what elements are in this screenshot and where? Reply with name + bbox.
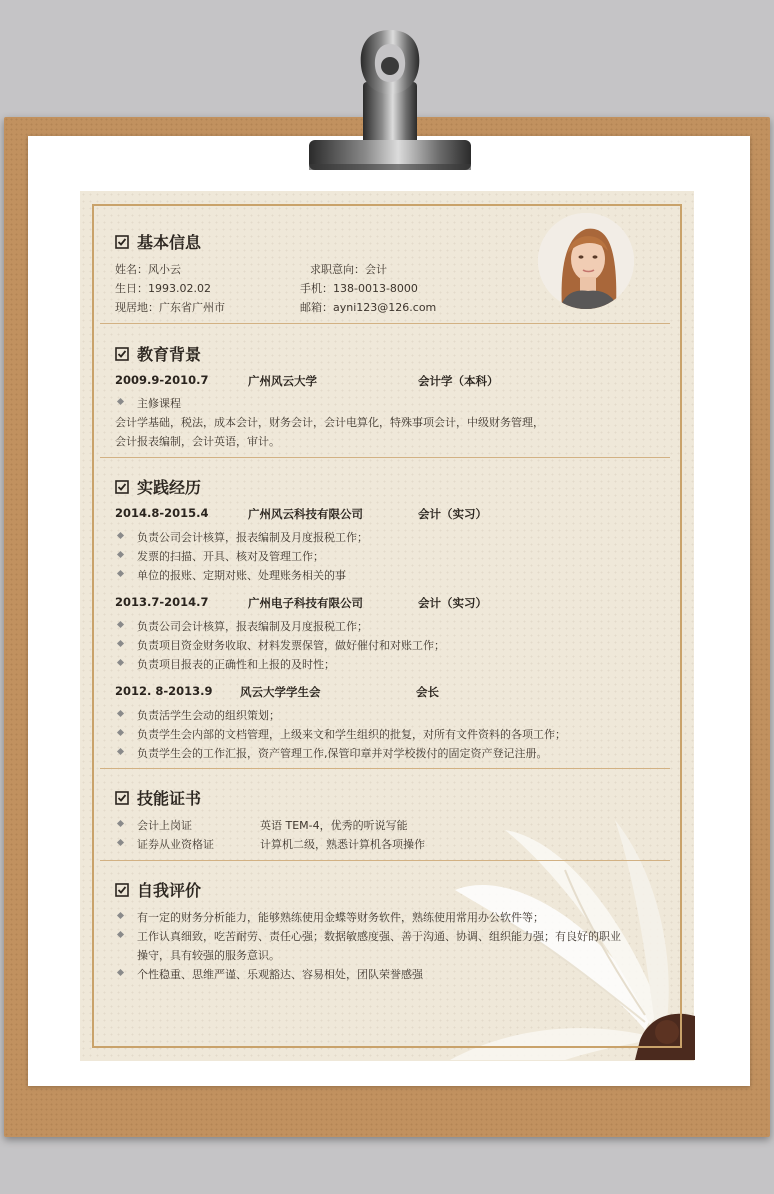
section-self-heading	[115, 878, 201, 901]
job-duty: 负责公司会计核算，报表编制及月度报税工作；	[137, 531, 368, 544]
email-field: 邮箱：ayni123@126.com	[300, 301, 437, 314]
job-duty: 负责项目资金财务收取、材料发票保管，做好催付和对账工作；	[137, 639, 445, 652]
course-label: 主修课程	[137, 397, 181, 410]
checkbox-icon	[115, 347, 129, 361]
edu-school: 广州风云大学	[248, 374, 317, 388]
name-field: 姓名：风小云	[115, 263, 181, 276]
section-practice-heading	[115, 475, 201, 498]
section-skills-title: 技能证书	[137, 789, 202, 808]
job-period: 2012. 8-2013.9	[115, 684, 213, 698]
job-org: 广州电子科技有限公司	[248, 596, 363, 610]
skill-name: 会计上岗证	[137, 819, 192, 832]
section-education-title: 教育背景	[137, 345, 202, 364]
job-role: 会计（实习）	[418, 507, 487, 521]
job-duty: 发票的扫描、开具、核对及管理工作；	[137, 550, 324, 563]
section-basic-title: 基本信息	[137, 233, 202, 252]
self-eval-line: 工作认真细致，吃苦耐劳、责任心强；数据敏感度强、善于沟通、协调、组织能力强；有良好的职业	[137, 930, 621, 943]
section-self-title: 自我评价	[137, 881, 202, 900]
skill-desc: 英语 TEM-4，优秀的听说写能	[260, 819, 408, 832]
job-org: 广州风云科技有限公司	[248, 507, 363, 521]
job-duty: 负责项目报表的正确性和上报的及时性；	[137, 658, 335, 671]
job-role: 会计（实习）	[418, 596, 487, 610]
divider	[100, 457, 670, 458]
job-duty: 单位的报账、定期对账、处理账务相关的事	[137, 569, 346, 582]
section-skills-heading	[115, 786, 201, 809]
job-duty: 负责公司会计核算，报表编制及月度报税工作；	[137, 620, 368, 633]
avatar	[538, 213, 634, 309]
self-eval-line: 个性稳重、思维严谨、乐观豁达、容易相处，团队荣誉感强	[137, 968, 423, 981]
job-period: 2013.7-2014.7	[115, 595, 209, 609]
divider	[100, 860, 670, 861]
location-field: 现居地：广东省广州市	[115, 301, 225, 314]
edu-major: 会计学（本科）	[418, 374, 499, 388]
section-basic-heading	[115, 230, 201, 253]
job-org: 风云大学学生会	[240, 685, 321, 699]
course-list-line2: 会计报表编制，会计英语，审计。	[115, 435, 280, 448]
job-role: 会长	[416, 685, 439, 699]
skill-name: 证券从业资格证	[137, 838, 214, 851]
checkbox-icon	[115, 883, 129, 897]
self-eval-line: 有一定的财务分析能力，能够熟练使用金蝶等财务软件，熟练使用常用办公软件等；	[137, 911, 544, 924]
edu-period: 2009.9-2010.7	[115, 373, 209, 387]
binder-clip-icon	[305, 22, 475, 177]
course-list-line1: 会计学基础，税法，成本会计，财务会计，会计电算化，特殊事项会计，中级财务管理，	[115, 416, 544, 429]
job-period: 2014.8-2015.4	[115, 506, 209, 520]
checkbox-icon	[115, 235, 129, 249]
job-duty: 负责学生会内部的文档管理，上级来文和学生组织的批复，对所有文件资料的各项工作；	[137, 728, 566, 741]
checkbox-icon	[115, 480, 129, 494]
birth-field: 生日：1993.02.02	[115, 282, 211, 295]
intent-field: 求职意向：会计	[310, 263, 387, 276]
divider	[100, 768, 670, 769]
section-education-heading	[115, 342, 201, 365]
job-duty: 负责活学生会动的组织策划；	[137, 709, 280, 722]
checkbox-icon	[115, 791, 129, 805]
skill-desc: 计算机二级，熟悉计算机各项操作	[260, 838, 425, 851]
divider	[100, 323, 670, 324]
job-duty: 负责学生会的工作汇报，资产管理工作,保管印章并对学校拨付的固定资产登记注册。	[137, 747, 548, 760]
self-eval-line: 操守，具有较强的服务意识。	[137, 949, 280, 962]
phone-field: 手机：138-0013-8000	[300, 282, 418, 295]
section-practice-title: 实践经历	[137, 478, 202, 497]
